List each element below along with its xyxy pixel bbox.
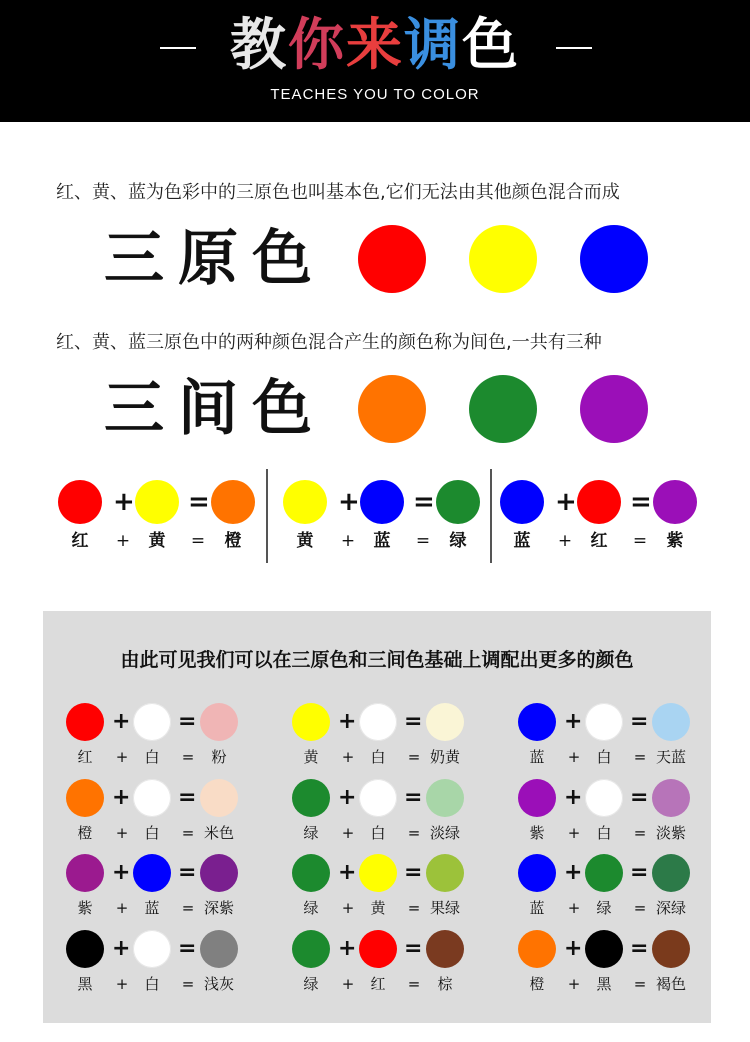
equals-sign: =	[190, 531, 206, 551]
mix-swatch-b	[360, 480, 404, 524]
mix-label-result: 橙	[224, 531, 242, 551]
mix-label-b: 白	[596, 824, 612, 842]
mix-label-a: 紫	[77, 899, 93, 917]
mix-label-b: 黄	[370, 899, 386, 917]
equals-sign: =	[415, 531, 431, 551]
title-dash-right	[556, 47, 592, 49]
mix-swatch-result	[653, 480, 697, 524]
mix-label-a: 红	[77, 748, 93, 766]
mix-swatch-b	[359, 779, 397, 817]
equals-sign: =	[407, 975, 421, 993]
title-char: 教	[230, 13, 288, 78]
mix-label-result: 淡绿	[429, 824, 460, 842]
plus-sign: +	[564, 936, 583, 961]
plus-sign: +	[567, 748, 581, 766]
equals-sign: =	[630, 936, 649, 961]
mix-label-result: 紫	[666, 531, 684, 551]
mix-label-result: 褐色	[655, 975, 686, 993]
mix-swatch-result	[652, 703, 690, 741]
header-banner	[0, 0, 750, 122]
equals-sign: =	[633, 748, 647, 766]
equals-sign: =	[630, 785, 649, 810]
mix-label-result: 浅灰	[203, 975, 234, 993]
mix-swatch-a	[292, 854, 330, 892]
equals-sign: =	[630, 487, 652, 517]
equals-sign: =	[413, 487, 435, 517]
mix-swatch-b	[359, 703, 397, 741]
mix-label-b: 白	[596, 748, 612, 766]
mix-label-b: 蓝	[144, 899, 160, 917]
mix-swatch-a	[66, 703, 104, 741]
divider	[490, 469, 492, 563]
mix-label-b: 黑	[596, 975, 612, 993]
mix-label-b: 白	[370, 748, 386, 766]
mix-swatch-b	[359, 930, 397, 968]
plus-sign: +	[115, 899, 129, 917]
plus-sign: +	[341, 824, 355, 842]
title-char: 来	[346, 13, 404, 78]
plus-sign: +	[341, 975, 355, 993]
plus-sign: +	[113, 487, 135, 517]
divider	[266, 469, 268, 563]
secondary-heading: 三间色	[104, 374, 326, 444]
mix-label-b: 红	[370, 975, 386, 993]
mix-label-a: 黑	[77, 975, 93, 993]
plus-sign: +	[555, 487, 577, 517]
plus-sign: +	[338, 785, 357, 810]
mix-label-result: 奶黄	[429, 748, 460, 766]
page-title	[0, 10, 750, 82]
plus-sign: +	[340, 531, 356, 551]
mix-swatch-a	[58, 480, 102, 524]
mix-label-result: 果绿	[429, 899, 460, 917]
equals-sign: =	[181, 899, 195, 917]
mix-swatch-a	[518, 930, 556, 968]
secondary-swatch-orange	[358, 375, 426, 443]
mix-swatch-a	[283, 480, 327, 524]
mix-label-b: 绿	[596, 899, 612, 917]
mix-swatch-result	[426, 779, 464, 817]
mix-swatch-a	[66, 930, 104, 968]
mix-swatch-b	[133, 703, 171, 741]
mix-swatch-a	[518, 703, 556, 741]
mix-label-result: 淡紫	[655, 824, 686, 842]
mix-swatch-b	[135, 480, 179, 524]
secondary-swatch-purple	[580, 375, 648, 443]
mix-swatch-b	[359, 854, 397, 892]
secondary-swatch-green	[469, 375, 537, 443]
mix-swatch-result	[436, 480, 480, 524]
mix-label-a: 橙	[529, 975, 545, 993]
plus-sign: +	[338, 487, 360, 517]
mix-swatch-a	[66, 854, 104, 892]
mix-label-a: 黄	[296, 531, 314, 551]
mix-label-a: 绿	[303, 975, 319, 993]
equals-sign: =	[633, 975, 647, 993]
equals-sign: =	[178, 785, 197, 810]
equals-sign: =	[178, 709, 197, 734]
mix-swatch-b	[585, 854, 623, 892]
plus-sign: +	[338, 860, 357, 885]
equals-sign: =	[407, 899, 421, 917]
mix-label-result: 天蓝	[655, 748, 686, 766]
equals-sign: =	[630, 860, 649, 885]
mix-swatch-b	[585, 930, 623, 968]
primary-description: 红、黄、蓝为色彩中的三原色也叫基本色,它们无法由其他颜色混合而成	[56, 182, 620, 203]
mix-label-result: 粉	[211, 748, 227, 766]
plus-sign: +	[564, 709, 583, 734]
equals-sign: =	[404, 785, 423, 810]
mix-swatch-b	[133, 930, 171, 968]
mix-swatch-result	[426, 703, 464, 741]
title-char: 色	[462, 13, 520, 78]
equals-sign: =	[178, 860, 197, 885]
plus-sign: +	[115, 531, 131, 551]
plus-sign: +	[341, 748, 355, 766]
plus-sign: +	[567, 975, 581, 993]
mix-label-result: 绿	[449, 531, 467, 551]
mix-swatch-result	[652, 930, 690, 968]
mix-swatch-result	[200, 703, 238, 741]
mix-swatch-b	[585, 703, 623, 741]
mix-swatch-b	[133, 779, 171, 817]
mix-label-result: 米色	[203, 824, 234, 842]
mix-label-a: 橙	[77, 824, 93, 842]
mix-label-a: 紫	[529, 824, 545, 842]
mix-label-b: 红	[590, 531, 608, 551]
title-char: 调	[404, 13, 462, 78]
mix-label-a: 绿	[303, 824, 319, 842]
mix-swatch-a	[292, 703, 330, 741]
plus-sign: +	[567, 899, 581, 917]
plus-sign: +	[564, 860, 583, 885]
mix-swatch-result	[426, 854, 464, 892]
plus-sign: +	[564, 785, 583, 810]
mix-swatch-b	[133, 854, 171, 892]
mix-swatch-result	[200, 930, 238, 968]
equals-sign: =	[407, 748, 421, 766]
primary-swatch-blue	[580, 225, 648, 293]
plus-sign: +	[115, 824, 129, 842]
primary-swatch-red	[358, 225, 426, 293]
mix-label-a: 红	[71, 531, 89, 551]
plus-sign: +	[112, 709, 131, 734]
primary-heading: 三原色	[104, 224, 326, 294]
mix-swatch-a	[66, 779, 104, 817]
plus-sign: +	[557, 531, 573, 551]
plus-sign: +	[567, 824, 581, 842]
mix-label-a: 蓝	[513, 531, 531, 551]
equals-sign: =	[181, 824, 195, 842]
mix-swatch-result	[200, 779, 238, 817]
mix-swatch-a	[292, 930, 330, 968]
primary-swatch-yellow	[469, 225, 537, 293]
page-subtitle: TEACHES YOU TO COLOR	[270, 86, 480, 103]
mix-label-b: 白	[370, 824, 386, 842]
plus-sign: +	[112, 860, 131, 885]
equals-sign: =	[630, 709, 649, 734]
equals-sign: =	[181, 975, 195, 993]
more-colors-title: 由此可见我们可以在三原色和三间色基础上调配出更多的颜色	[120, 649, 634, 671]
mix-swatch-b	[577, 480, 621, 524]
mix-swatch-a	[518, 854, 556, 892]
plus-sign: +	[112, 785, 131, 810]
mix-label-b: 黄	[148, 531, 166, 551]
mix-swatch-a	[292, 779, 330, 817]
mix-label-b: 白	[144, 975, 160, 993]
mix-label-result: 深紫	[203, 899, 234, 917]
mix-swatch-result	[426, 930, 464, 968]
equals-sign: =	[404, 936, 423, 961]
mix-label-a: 黄	[303, 748, 319, 766]
equals-sign: =	[633, 899, 647, 917]
equals-sign: =	[407, 824, 421, 842]
secondary-description: 红、黄、蓝三原色中的两种颜色混合产生的颜色称为间色,一共有三种	[56, 332, 602, 353]
mix-swatch-result	[652, 779, 690, 817]
plus-sign: +	[115, 748, 129, 766]
mix-swatch-result	[652, 854, 690, 892]
plus-sign: +	[338, 709, 357, 734]
plus-sign: +	[338, 936, 357, 961]
mix-swatch-result	[200, 854, 238, 892]
equals-sign: =	[178, 936, 197, 961]
mix-label-a: 绿	[303, 899, 319, 917]
mix-label-b: 白	[144, 824, 160, 842]
plus-sign: +	[112, 936, 131, 961]
mix-swatch-a	[500, 480, 544, 524]
plus-sign: +	[341, 899, 355, 917]
equals-sign: =	[633, 824, 647, 842]
equals-sign: =	[632, 531, 648, 551]
equals-sign: =	[404, 860, 423, 885]
mix-label-a: 蓝	[529, 899, 545, 917]
mix-label-result: 深绿	[655, 899, 686, 917]
title-char: 你	[288, 13, 346, 78]
mix-swatch-result	[211, 480, 255, 524]
equals-sign: =	[181, 748, 195, 766]
mix-label-b: 蓝	[373, 531, 391, 551]
equals-sign: =	[404, 709, 423, 734]
mix-label-result: 棕	[437, 975, 453, 993]
mix-swatch-b	[585, 779, 623, 817]
plus-sign: +	[115, 975, 129, 993]
mix-swatch-a	[518, 779, 556, 817]
mix-label-a: 蓝	[529, 748, 545, 766]
mix-label-b: 白	[144, 748, 160, 766]
equals-sign: =	[188, 487, 210, 517]
